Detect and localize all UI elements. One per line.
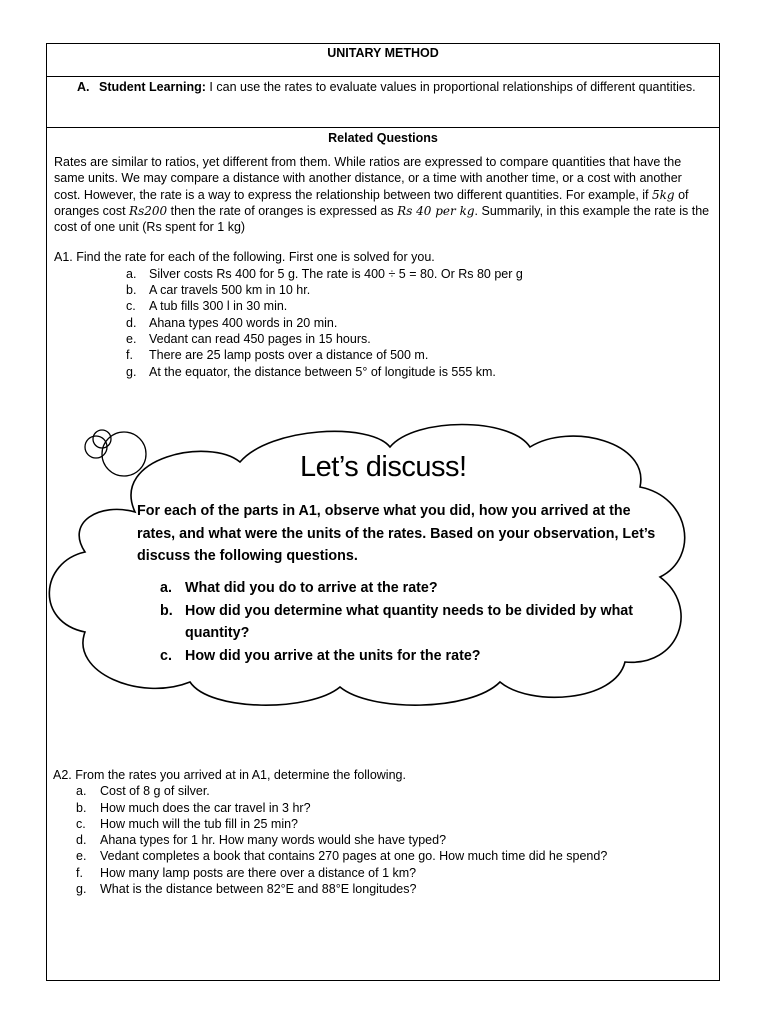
intro-math-3: Rs 40 per kg [397,203,475,218]
a2-item-text: What is the distance between 82°E and 88°E longitudes? [100,882,417,897]
discuss-intro: For each of the parts in A1, observe what you did, how you arrived at the rates, and what were the units of the rates. Based on your observation, Let’s discuss the following questions. [137,503,656,564]
a2-item [53,783,713,799]
item-marker: g. [76,882,87,897]
discuss-question [160,645,660,668]
a1-list [47,266,719,380]
item-marker: a. [76,784,87,799]
questions-section [47,128,719,380]
a1-item [47,266,719,282]
a1-item [47,315,719,331]
a2-section [53,767,713,897]
item-marker: f. [76,865,83,880]
a2-item-text: How many lamp posts are there over a distance of 1 km? [100,865,417,880]
item-marker: d. [126,315,137,330]
a2-item [53,848,713,864]
discuss-question-text: How did you arrive at the units for the rate? [185,647,481,664]
a2-item-text: How much does the car travel in 3 hr? [100,800,311,815]
a2-item [53,800,713,816]
item-marker: f. [126,348,133,363]
item-marker: c. [160,647,172,664]
a1-instruction: A1. Find the rate for each of the following. First one is solved for you. [54,250,435,265]
intro-text-4: . Summarily, in this example the rate is the cost of one unit (Rs spent for 1 kg) [54,203,710,235]
item-marker: c. [76,816,86,831]
learning-text: I can use the rates to evaluate values in proportional relationships of different quantities. [205,80,696,94]
learning-objective [99,79,699,96]
a2-item [53,881,713,897]
a1-item [47,364,719,380]
learning-label: Student Learning: [99,80,206,94]
a2-item [53,816,713,832]
a1-item-text: Ahana types 400 words in 20 min. [149,315,338,330]
a1-item [47,331,719,347]
a2-item [53,832,713,848]
discuss-question-text: What did you do to arrive at the rate? [185,580,438,596]
item-marker: g. [126,364,137,379]
a2-item-text: Cost of 8 g of silver. [100,784,210,799]
item-marker: c. [126,299,136,314]
item-marker: b. [126,283,137,298]
a2-item-text: Ahana types for 1 hr. How many words would she have typed? [100,833,447,848]
discuss-questions [160,577,660,667]
a1-item-text: Silver costs Rs 400 for 5 g. The rate is 400 ÷ 5 = 80. Or Rs 80 per g [149,266,523,281]
a2-instruction: A2. From the rates you arrived at in A1, determine the following. [53,768,406,782]
item-marker: a. [160,580,172,596]
item-marker: e. [126,331,137,346]
learning-objective-row [47,77,719,128]
intro-text-2: of oranges cost [54,187,689,218]
a2-item [53,865,713,881]
intro-paragraph [47,154,719,235]
item-marker: a. [126,266,137,281]
worksheet-title: UNITARY METHOD [47,44,719,77]
a1-item-text: A car travels 500 km in 10 hr. [149,283,311,298]
a2-item-text: Vedant completes a book that contains 270 pages at one go. How much time did he spend? [100,849,608,864]
a2-list [53,783,713,897]
a1-item [47,347,719,363]
item-marker: e. [76,849,87,864]
intro-math-2: Rs200 [129,203,168,218]
a1-item-text: There are 25 lamp posts over a distance of 500 m. [149,348,429,363]
discuss-question-text: How did you determine what quantity needs to be divided by what quantity? [185,602,634,641]
item-marker: b. [160,602,173,619]
discuss-question [160,577,660,600]
intro-text-3: then the rate of oranges is expressed as [167,203,398,218]
lets-discuss-title: Let’s discuss! [300,451,467,483]
a2-item-text: How much will the tub fill in 25 min? [100,816,298,831]
learning-marker: A. [77,80,90,94]
a1-item-text: At the equator, the distance between 5° of longitude is 555 km. [149,364,496,379]
a1-item [47,282,719,298]
discuss-question [160,600,660,645]
item-marker: d. [76,833,87,848]
a1-item-text: A tub fills 300 l in 30 min. [149,299,288,314]
item-marker: b. [76,800,87,815]
a1-item-text: Vedant can read 450 pages in 15 hours. [149,331,371,346]
a1-item [47,298,719,314]
intro-text-1: Rates are similar to ratios, yet different from them. While ratios are expressed to compare quantities that have the same units. We may compare a distance with another distance, or a time with another time, or a cost with another cost. However, the rate is a way to express the relationship between two different quantities. For example, if [54,155,682,202]
intro-math-1: 5kg [652,187,675,202]
related-questions-heading: Related Questions [328,131,438,145]
